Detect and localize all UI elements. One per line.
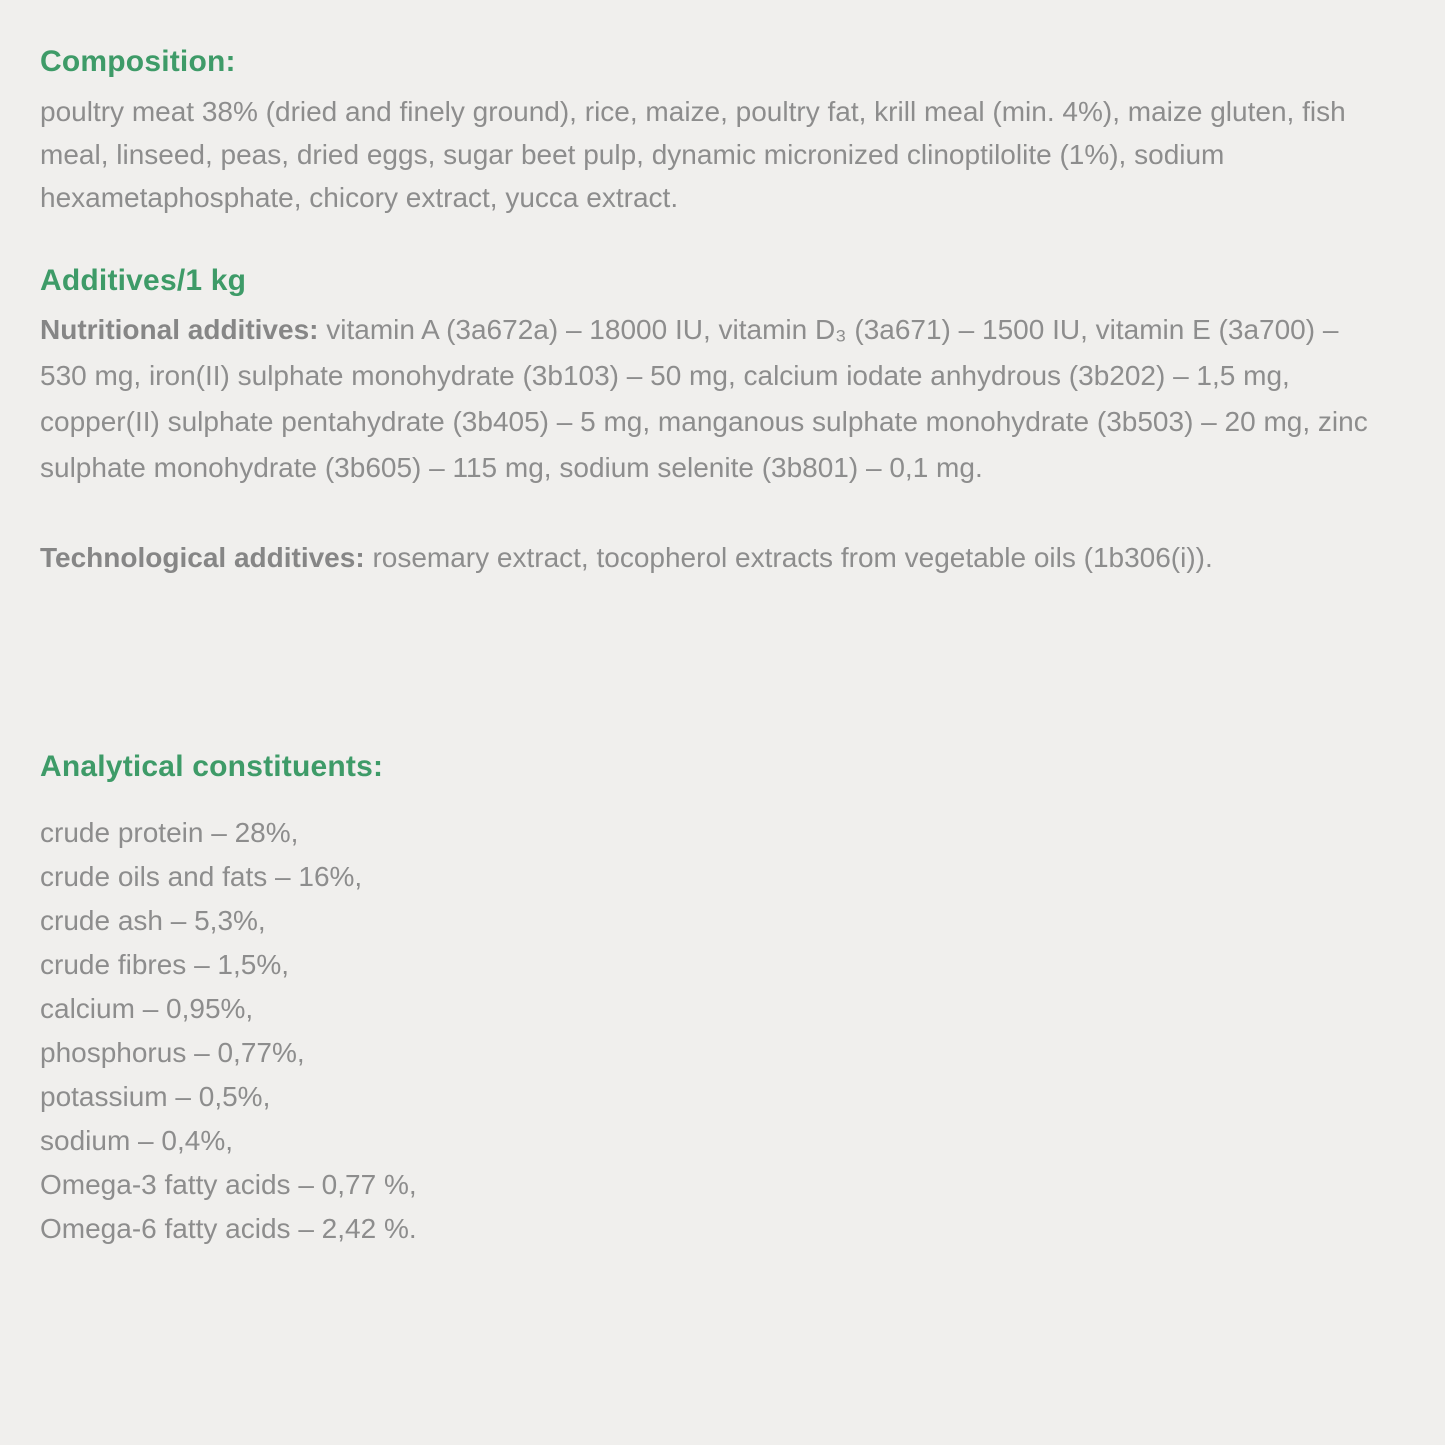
composition-heading: Composition: [40, 45, 236, 78]
analytical-item: sodium – 0,4%, [40, 1125, 233, 1156]
composition-text: poultry meat 38% (dried and finely ground), rice, maize, poultry fat, krill meal (min. 4%), maize gluten, fish meal, linseed, peas, dried eggs, sugar beet pulp, dynamic micronized clinoptilolite (1%), sodium hexametaphosphate, chicory extract, yucca extract. [40, 96, 1346, 213]
nutritional-additives-paragraph [40, 307, 1387, 491]
analytical-heading: Analytical constituents: [40, 750, 384, 783]
additives-heading: Additives/1 kg [40, 264, 247, 297]
technological-additives-label: Technological additives: [40, 542, 365, 573]
analytical-list [40, 811, 1387, 1251]
analytical-item: crude protein – 28%, [40, 817, 299, 848]
analytical-section [40, 749, 1387, 1251]
analytical-item: Omega-6 fatty acids – 2,42 %. [40, 1213, 417, 1244]
nutritional-additives-label: Nutritional additives: [40, 314, 319, 345]
analytical-item: crude ash – 5,3%, [40, 905, 266, 936]
analytical-item: crude oils and fats – 16%, [40, 861, 363, 892]
analytical-item: phosphorus – 0,77%, [40, 1037, 305, 1068]
additives-section [40, 263, 1387, 581]
nutritional-additives-text: vitamin A (3a672a) – 18000 IU, vitamin D₃ (3a671) – 1500 IU, vitamin E (3a700) – 530 mg, iron(II) sulphate monohydrate (3b103) – 50 mg, calcium iodate anhydrous (3b202) – 1,5 mg, copper(II) sulphate pentahydrate (3b405) – 5 mg, manganous sulphate monohydrate (3b503) – 20 mg, zinc sulphate monohydrate (3b605) – 115 mg, sodium selenite (3b801) – 0,1 mg. [40, 314, 1368, 483]
technological-additives-text: rosemary extract, tocopherol extracts from vegetable oils (1b306(i)). [372, 542, 1213, 573]
analytical-item: calcium – 0,95%, [40, 993, 254, 1024]
technological-additives-paragraph [40, 535, 1387, 581]
analytical-item: crude fibres – 1,5%, [40, 949, 290, 980]
analytical-item: Omega-3 fatty acids – 0,77 %, [40, 1169, 417, 1200]
analytical-item: potassium – 0,5%, [40, 1081, 271, 1112]
composition-section [40, 44, 1387, 219]
